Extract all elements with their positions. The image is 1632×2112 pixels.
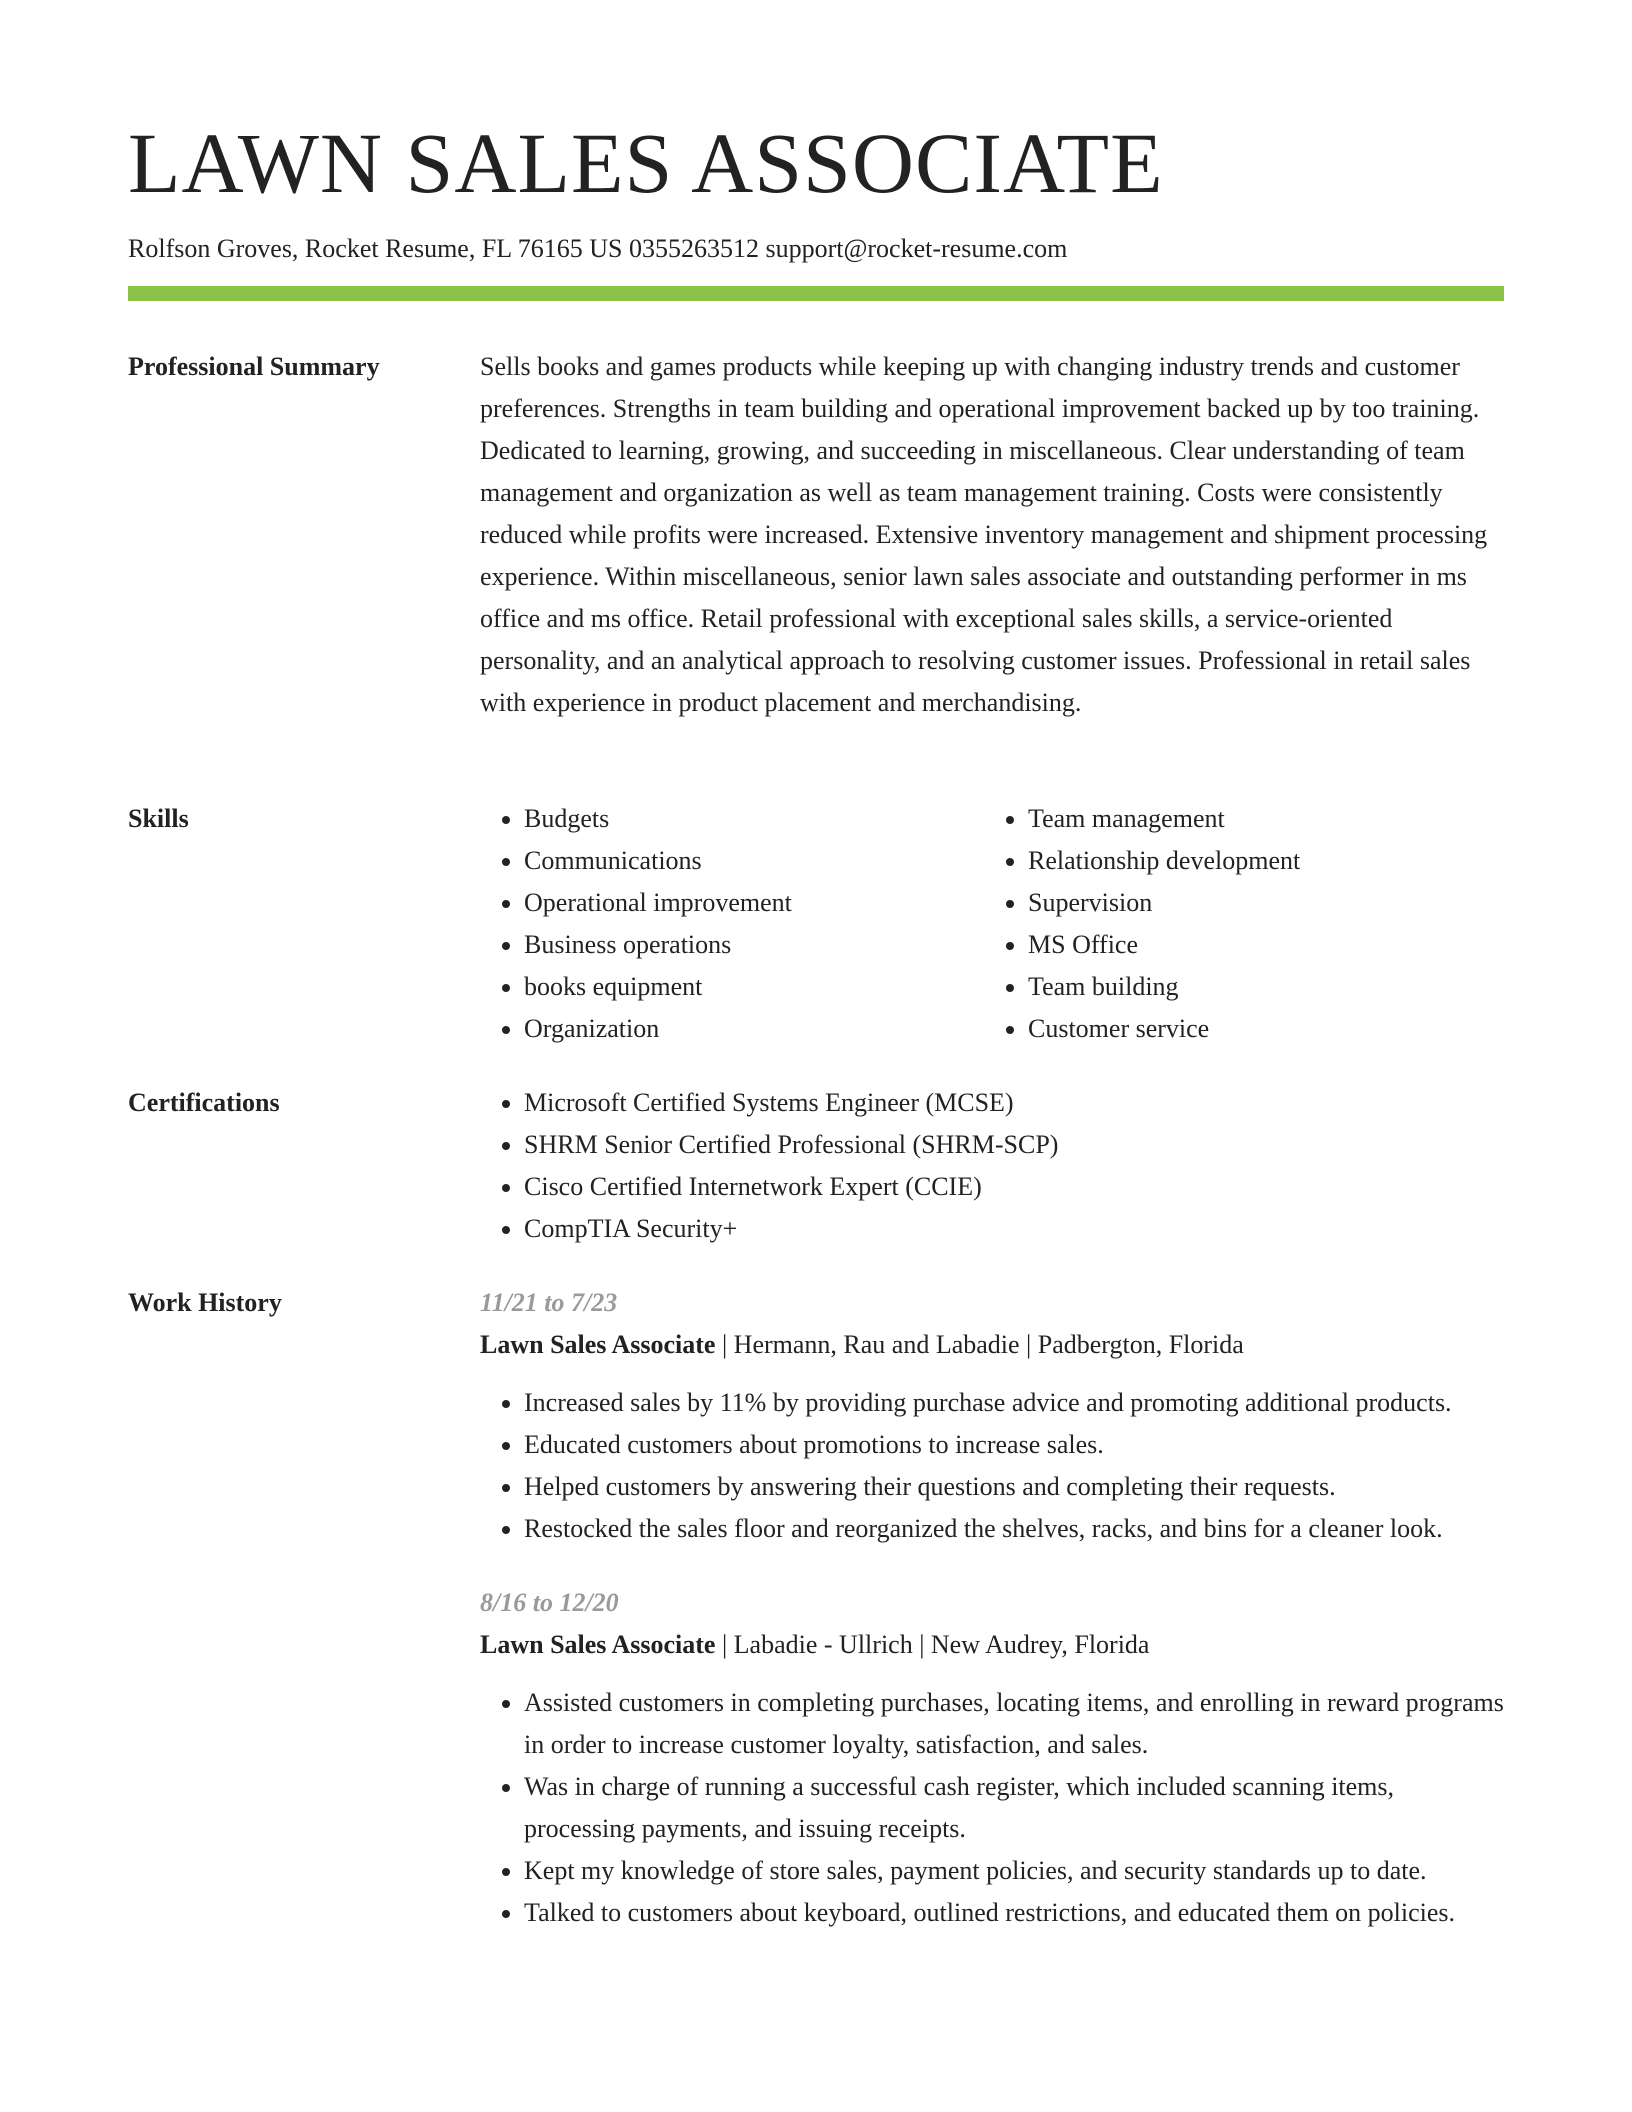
job-heading	[480, 1324, 1504, 1366]
skill-item: • Budgets	[524, 798, 984, 840]
skills-column-left	[480, 798, 984, 1050]
skill-item: • Operational improvement	[524, 882, 984, 924]
certifications-body	[480, 1082, 1504, 1250]
skills-heading: Skills	[128, 804, 189, 833]
skill-item: • books equipment	[524, 966, 984, 1008]
summary-body	[480, 346, 1504, 724]
skill-item: • Supervision	[1028, 882, 1488, 924]
skill-item: • Relationship development	[1028, 840, 1488, 882]
job-heading	[480, 1624, 1504, 1666]
job-title: Lawn Sales Associate	[480, 1330, 716, 1359]
job-bullets	[480, 1682, 1504, 1934]
certification-item: • SHRM Senior Certified Professional (SHRM-SCP)	[524, 1124, 1504, 1166]
job-bullet: • Helped customers by answering their questions and completing their requests.	[524, 1466, 1504, 1508]
work-history-body	[480, 1282, 1504, 1966]
job-bullet: • Restocked the sales floor and reorganized the shelves, racks, and bins for a cleaner look.	[524, 1508, 1504, 1550]
accent-divider	[128, 286, 1504, 301]
skills-column-right	[984, 798, 1488, 1050]
skills-list-left	[480, 798, 984, 1050]
certification-item: • Microsoft Certified Systems Engineer (MCSE)	[524, 1082, 1504, 1124]
skill-item: • MS Office	[1028, 924, 1488, 966]
job-bullet: • Kept my knowledge of store sales, payment policies, and security standards up to date.	[524, 1850, 1504, 1892]
skill-item: • Business operations	[524, 924, 984, 966]
job-employer-location: | Labadie - Ullrich | New Audrey, Florida	[715, 1630, 1150, 1659]
certification-item: • Cisco Certified Internetwork Expert (CCIE)	[524, 1166, 1504, 1208]
skill-item: • Communications	[524, 840, 984, 882]
work-history-heading: Work History	[128, 1288, 282, 1317]
job-bullet: • Assisted customers in completing purchases, locating items, and enrolling in reward programs in order to increase customer loyalty, satisfaction, and sales.	[524, 1682, 1504, 1766]
job-bullet: • Talked to customers about keyboard, outlined restrictions, and educated them on policies.	[524, 1892, 1504, 1934]
job-title: Lawn Sales Associate	[480, 1630, 716, 1659]
job-bullet: • Educated customers about promotions to increase sales.	[524, 1424, 1504, 1466]
job-bullets	[480, 1382, 1504, 1550]
job-dates: 8/16 to 12/20	[480, 1588, 619, 1617]
job-entry	[480, 1582, 1504, 1934]
resume-title: LAWN SALES ASSOCIATE	[128, 115, 1164, 211]
job-entry	[480, 1282, 1504, 1550]
skills-list-right	[984, 798, 1488, 1050]
skill-item: • Organization	[524, 1008, 984, 1050]
certifications-heading: Certifications	[128, 1088, 280, 1117]
contact-line: Rolfson Groves, Rocket Resume, FL 76165 US 0355263512 support@rocket-resume.com	[128, 234, 1068, 263]
summary-text: Sells books and games products while keeping up with changing industry trends and customer preferences. Strengths in team building and operational improvement backed up by too training. Dedicated to learning, growing, and succeeding in miscellaneous. Clear understanding of team management and organization as well as team management training. Costs were consistently reduced while profits were increased. Extensive inventory management and shipment processing experience. Within miscellaneous, senior lawn sales associate and outstanding performer in ms office and ms office. Retail professional with exceptional sales skills, a service-oriented personality, and an analytical approach to resolving customer issues. Professional in retail sales with experience in product placement and merchandising.	[480, 352, 1488, 717]
summary-heading: Professional Summary	[128, 352, 380, 381]
job-dates: 11/21 to 7/23	[480, 1288, 618, 1317]
job-bullet: • Was in charge of running a successful cash register, which included scanning items, processing payments, and issuing receipts.	[524, 1766, 1504, 1850]
certifications-list	[480, 1082, 1504, 1250]
job-employer-location: | Hermann, Rau and Labadie | Padbergton, Florida	[715, 1330, 1244, 1359]
skill-item: • Team management	[1028, 798, 1488, 840]
skill-item: • Customer service	[1028, 1008, 1488, 1050]
skill-item: • Team building	[1028, 966, 1488, 1008]
job-bullet: • Increased sales by 11% by providing purchase advice and promoting additional products.	[524, 1382, 1504, 1424]
certification-item: • CompTIA Security+	[524, 1208, 1504, 1250]
